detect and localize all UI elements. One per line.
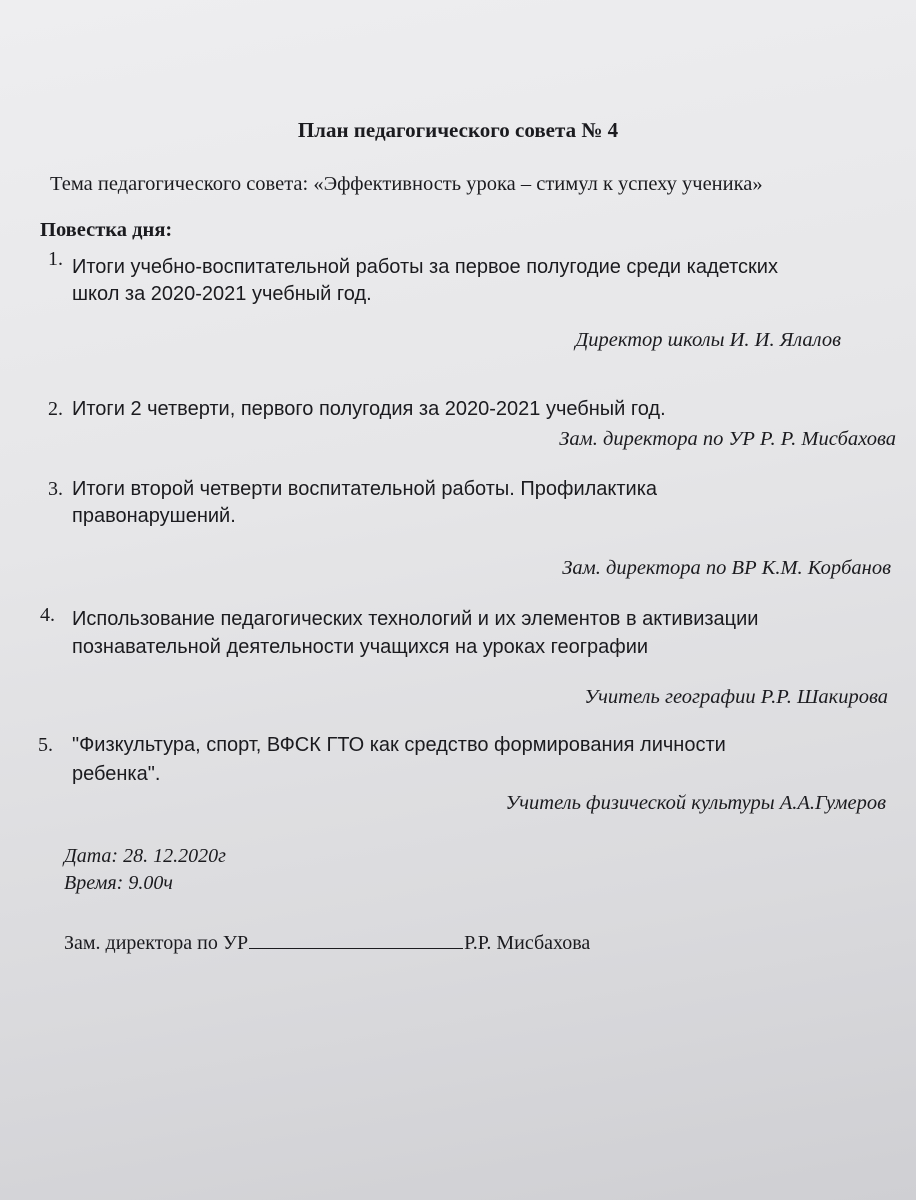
agenda-item-text-line: школ за 2020-2021 учебный год.: [72, 283, 372, 305]
signature-name: Р.Р. Мисбахова: [464, 932, 591, 954]
agenda-item-text-line: Использование педагогических технологий и их элементов в активизации: [72, 608, 759, 630]
agenda-item-responsible: Учитель географии Р.Р. Шакирова: [584, 686, 888, 708]
agenda-item-text-line: Итоги учебно-воспитательной работы за первое полугодие среди кадетских: [72, 256, 778, 278]
meeting-date: Дата: 28. 12.2020г: [64, 845, 226, 867]
agenda-item-responsible: Зам. директора по УР Р. Р. Мисбахова: [559, 428, 896, 450]
agenda-item-text-line: познавательной деятельности учащихся на уроках географии: [72, 636, 649, 658]
agenda-item-text-line: Итоги второй четверти воспитательной работы. Профилактика: [72, 478, 658, 500]
agenda-item-text-line: ребенка".: [72, 763, 161, 785]
council-theme: Тема педагогического совета: «Эффективность урока – стимул к успеху ученика»: [50, 173, 763, 195]
page-title: План педагогического совета № 4: [297, 118, 619, 142]
agenda-item-number: 5.: [38, 734, 53, 756]
agenda-item-text-line: "Физкультура, спорт, ВФСК ГТО как средство формирования личности: [72, 734, 726, 756]
agenda-item-responsible: Учитель физической культуры А.А.Гумеров: [505, 792, 886, 814]
agenda-item-number: 3.: [48, 478, 63, 500]
signature-position: Зам. директора по УР: [64, 932, 249, 954]
agenda-item-responsible: Директор школы И. И. Ялалов: [575, 329, 841, 351]
agenda-heading: Повестка дня:: [40, 219, 173, 241]
agenda-item-text-line: правонарушений.: [72, 505, 236, 527]
agenda-item-number: 1.: [48, 248, 63, 270]
agenda-item-text-line: Итоги 2 четверти, первого полугодия за 2020-2021 учебный год.: [72, 398, 666, 420]
agenda-item-number: 4.: [40, 604, 55, 626]
signature-block: [64, 931, 590, 955]
agenda-item-number: 2.: [48, 398, 63, 420]
meeting-time: Время: 9.00ч: [64, 872, 173, 894]
agenda-item-responsible: Зам. директора по ВР К.М. Корбанов: [562, 557, 891, 579]
signature-line: [249, 931, 463, 949]
